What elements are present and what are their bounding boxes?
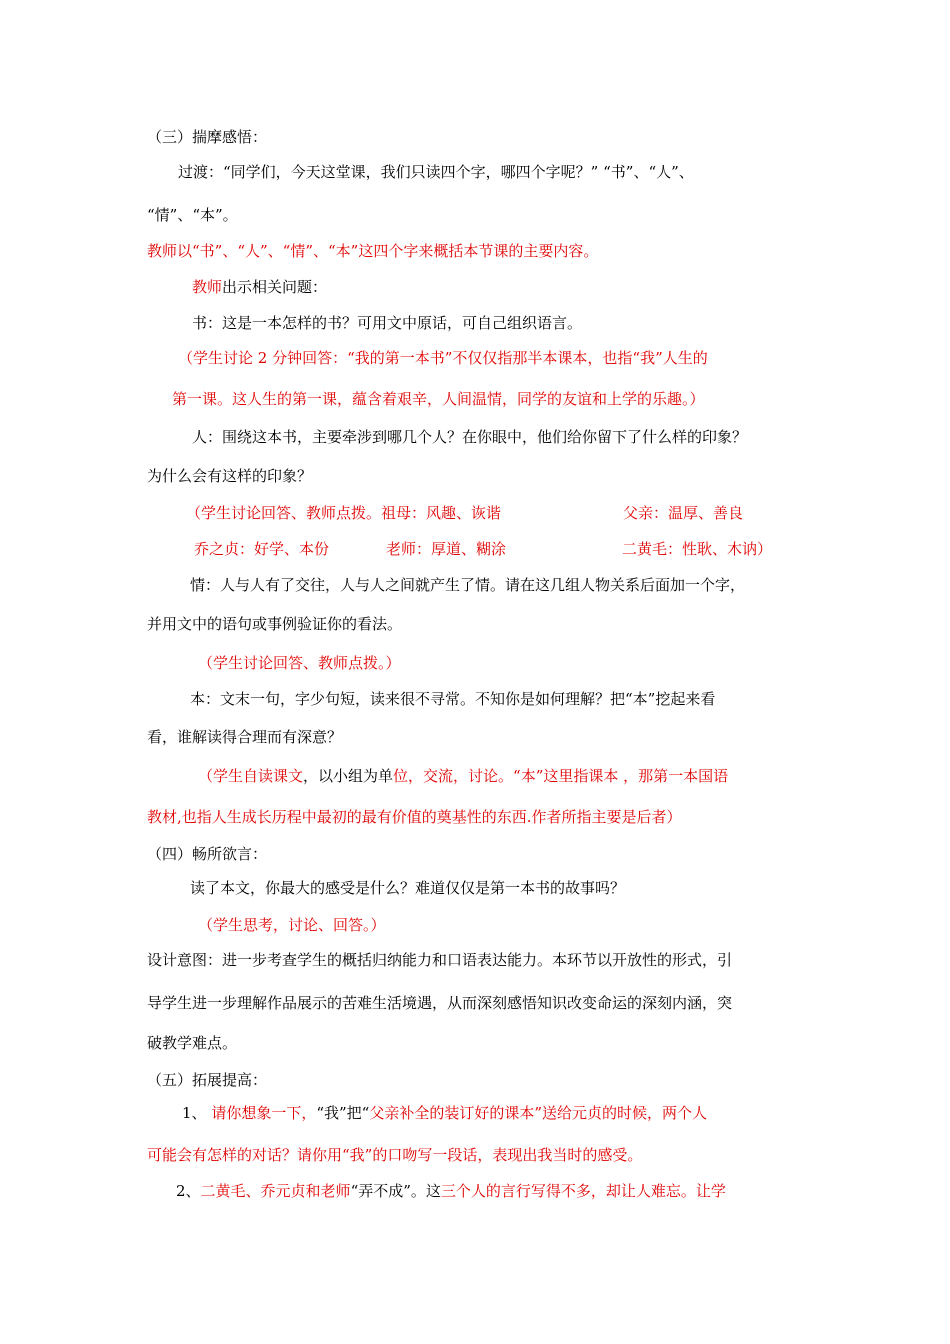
paragraph-line bbox=[192, 277, 327, 297]
highlighted-text: 第一课。这人生的第一课，蕴含着艰辛，人间温情，同学的友谊和上学的乐趣。） bbox=[172, 390, 705, 408]
highlighted-text: （学生思考，讨论、回答。） bbox=[198, 916, 386, 934]
paragraph-line bbox=[623, 503, 743, 523]
text-run: 设计意图：进一步考查学生的概括归纳能力和口语表达能力。本环节以开放性的形式，引 bbox=[147, 951, 733, 969]
paragraph-line bbox=[147, 241, 598, 261]
text-run: 读了本文，你最大的感受是什么？难道仅仅是第一本书的故事吗？ bbox=[190, 879, 626, 897]
section-heading bbox=[147, 1070, 267, 1090]
paragraph-line bbox=[147, 993, 732, 1013]
paragraph-line bbox=[192, 313, 582, 333]
text-run: 2、 bbox=[176, 1182, 201, 1200]
section-heading bbox=[147, 127, 267, 147]
paragraph-line bbox=[386, 539, 506, 559]
paragraph-line bbox=[147, 807, 682, 827]
highlighted-text: 老师：厚道、糊涂 bbox=[386, 540, 507, 558]
highlighted-text: 父亲补全的装订好的课本”送给元贞的时候，两个人 bbox=[369, 1104, 708, 1122]
highlighted-text: 教师 bbox=[192, 278, 223, 296]
text-run: 本：文末一句，字少句短，读来很不寻常。不知你是如何理解？把“本”挖起来看 bbox=[190, 690, 716, 708]
text-run: “我”把“ bbox=[316, 1104, 370, 1122]
highlighted-text: 可能会有怎样的对话？请你用“我”的口吻写一段话，表现出我当时的感受。 bbox=[147, 1146, 643, 1164]
highlighted-text: 位，交流，讨论。“本”这里指课本 ，那第一本国语 bbox=[393, 767, 729, 785]
paragraph-line bbox=[178, 162, 694, 182]
text-run: “情”、“本”。 bbox=[147, 206, 238, 224]
text-run: ，以小组为单 bbox=[303, 767, 394, 785]
text-run: 为什么会有这样的印象？ bbox=[147, 467, 313, 485]
text-run: （三）揣摩感悟： bbox=[147, 128, 268, 146]
text-run: 书：这是一本怎样的书？可用文中原话，可自己组织语言。 bbox=[192, 314, 583, 332]
text-run: 过渡：“同学们，今天这堂课，我们只读四个字，哪四个字呢？” “书”、“人”、 bbox=[178, 163, 694, 181]
highlighted-text: 二黄毛、乔元贞和老师 bbox=[200, 1182, 351, 1200]
highlighted-text: 二黄毛：性耿、木讷） bbox=[622, 540, 773, 558]
highlighted-text: 乔之贞：好学、本份 bbox=[194, 540, 330, 558]
paragraph-line bbox=[190, 878, 625, 898]
paragraph-line bbox=[622, 539, 772, 559]
paragraph-line bbox=[147, 614, 402, 634]
highlighted-text: 请你想象一下， bbox=[211, 1104, 317, 1122]
paragraph-line bbox=[198, 915, 386, 935]
paragraph-line bbox=[198, 653, 401, 673]
paragraph-line bbox=[190, 689, 715, 709]
paragraph-line bbox=[147, 727, 342, 747]
text-run: 出示相关问题： bbox=[222, 278, 328, 296]
text-run: 破教学难点。 bbox=[147, 1034, 238, 1052]
text-run: “弄不成”。这 bbox=[350, 1182, 441, 1200]
text-run: 1、 bbox=[182, 1104, 212, 1122]
paragraph-line bbox=[178, 348, 708, 368]
paragraph-line bbox=[147, 1145, 642, 1165]
highlighted-text: （学生自读课文 bbox=[198, 767, 304, 785]
text-run: 看，谁解读得合理而有深意？ bbox=[147, 728, 343, 746]
highlighted-text: 教师以“书”、“人”、“情”、“本”这四个字来概括本节课的主要内容。 bbox=[147, 242, 599, 260]
paragraph-line bbox=[147, 1033, 237, 1053]
paragraph-line bbox=[182, 1103, 707, 1123]
paragraph-line bbox=[147, 950, 732, 970]
text-run: 并用文中的语句或事例验证你的看法。 bbox=[147, 615, 403, 633]
paragraph-line bbox=[186, 503, 501, 523]
text-run: 导学生进一步理解作品展示的苦难生活境遇，从而深刻感悟知识改变命运的深刻内涵，突 bbox=[147, 994, 733, 1012]
highlighted-text: 教材,也指人生成长历程中最初的最有价值的奠基性的东西.作者所指主要是后者） bbox=[147, 808, 682, 826]
text-run: 情：人与人有了交往，人与人之间就产生了情。请在这几组人物关系后面加一个字， bbox=[190, 576, 746, 594]
highlighted-text: 父亲：温厚、善良 bbox=[623, 504, 744, 522]
highlighted-text: （学生讨论 2 分钟回答：“我的第一本书”不仅仅指那半本课本，也指“我”人生的 bbox=[178, 349, 708, 367]
highlighted-text: （学生讨论回答、教师点拨。） bbox=[198, 654, 401, 672]
paragraph-line bbox=[198, 766, 728, 786]
paragraph-line bbox=[190, 575, 745, 595]
highlighted-text: （学生讨论回答、教师点拨。祖母：风趣、诙谐 bbox=[186, 504, 502, 522]
paragraph-line bbox=[176, 1181, 726, 1201]
text-run: 人：围绕这本书，主要牵涉到哪几个人？在你眼中，他们给你留下了什么样的印象？ bbox=[192, 428, 748, 446]
highlighted-text: 三个人的言行写得不多，却让人难忘。让学 bbox=[440, 1182, 726, 1200]
paragraph-line bbox=[192, 427, 747, 447]
text-run: （五）拓展提高： bbox=[147, 1071, 268, 1089]
paragraph-line bbox=[147, 466, 312, 486]
paragraph-line bbox=[147, 205, 238, 225]
paragraph-line bbox=[194, 539, 329, 559]
section-heading bbox=[147, 844, 267, 864]
text-run: （四）畅所欲言： bbox=[147, 845, 268, 863]
paragraph-line bbox=[172, 389, 705, 409]
